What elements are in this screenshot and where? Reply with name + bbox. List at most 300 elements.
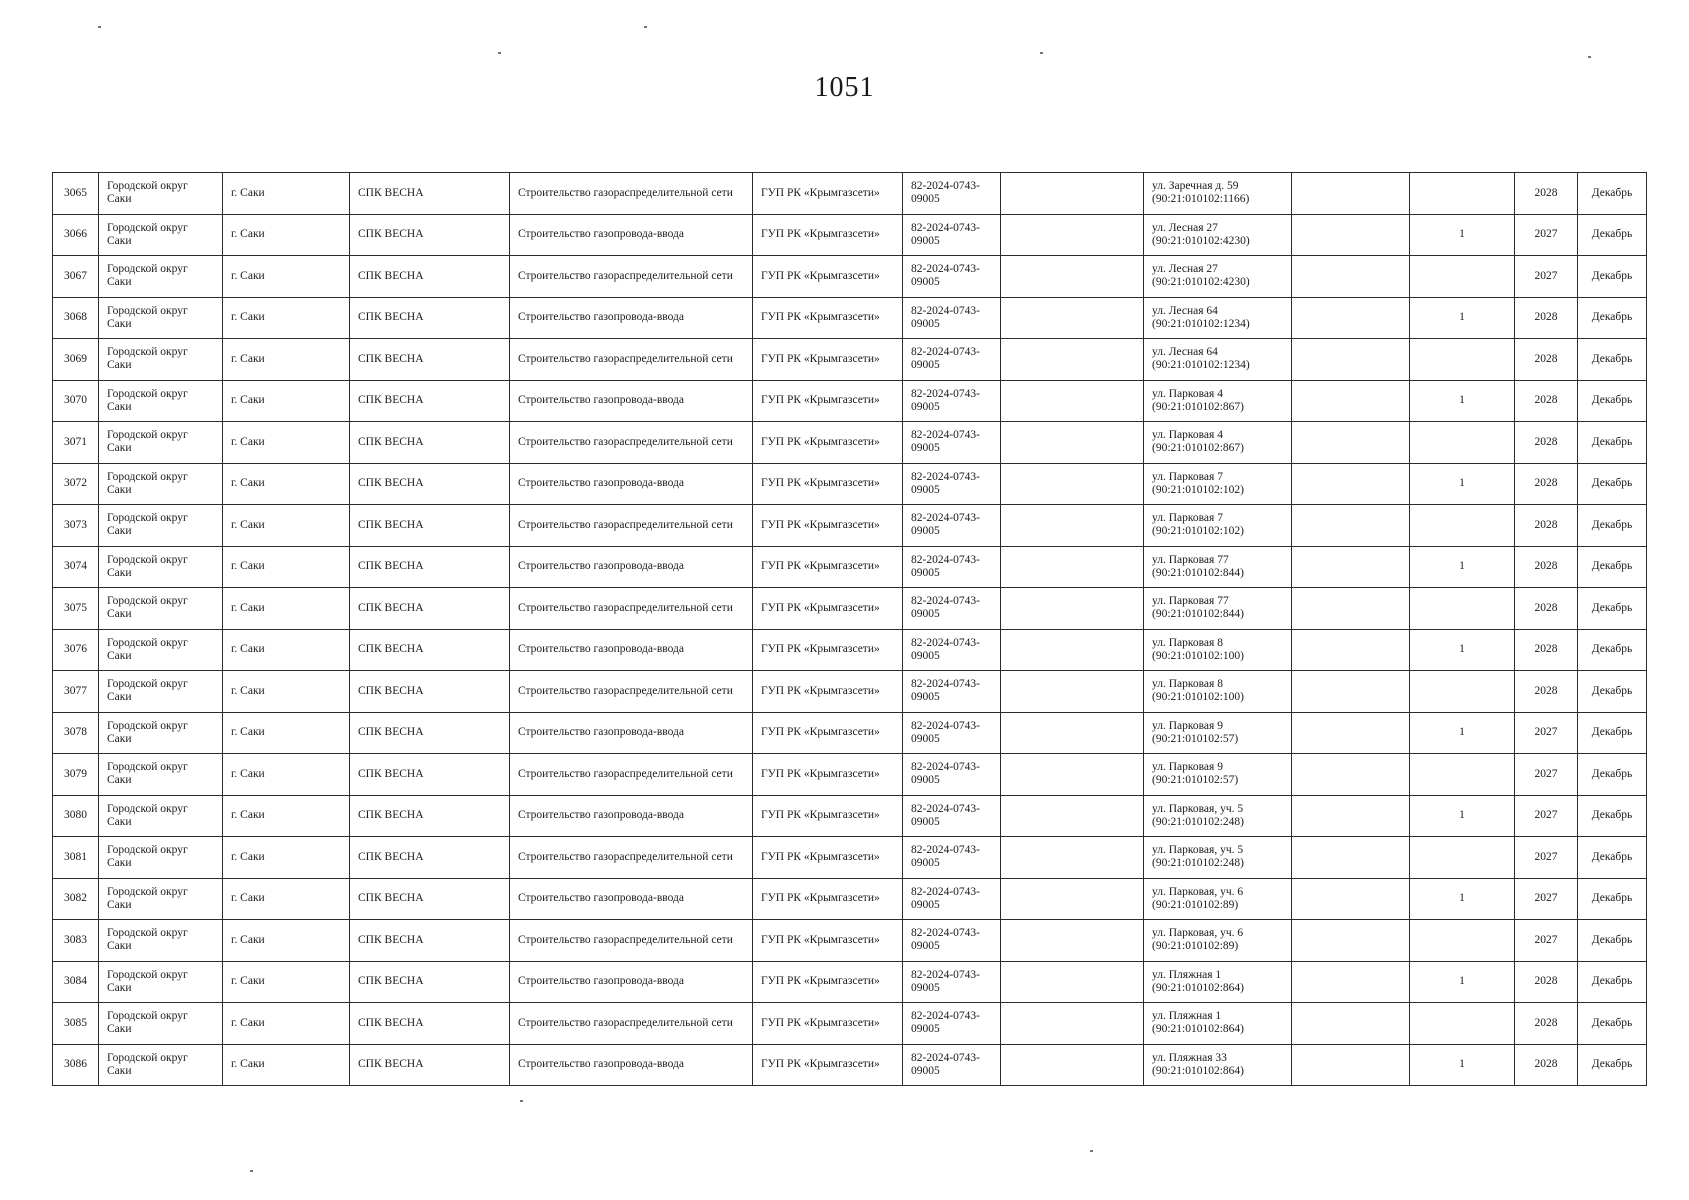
table-row: [53, 505, 1647, 547]
cell-blank1: [1001, 671, 1144, 713]
cell-address: ул. Пляжная 1 (90:21:010102:864): [1144, 1003, 1292, 1045]
cell-locality: г. Саки: [223, 754, 350, 796]
table-row: [53, 1003, 1647, 1045]
cell-applicant: СПК ВЕСНА: [350, 422, 510, 464]
cell-district: Городской округ Саки: [99, 754, 223, 796]
cell-year: 2028: [1515, 629, 1578, 671]
cell-address: ул. Пляжная 1 (90:21:010102:864): [1144, 961, 1292, 1003]
cell-blank1: [1001, 297, 1144, 339]
cell-blank1: [1001, 878, 1144, 920]
cell-request: 82-2024-0743-09005: [903, 463, 1001, 505]
cell-num: 3085: [53, 1003, 99, 1045]
cell-blank1: [1001, 339, 1144, 381]
cell-month: Декабрь: [1578, 961, 1647, 1003]
cell-address: ул. Парковая 4 (90:21:010102:867): [1144, 422, 1292, 464]
cell-blank2: [1292, 297, 1410, 339]
cell-address: ул. Парковая, уч. 5 (90:21:010102:248): [1144, 837, 1292, 879]
cell-locality: г. Саки: [223, 671, 350, 713]
cell-request: 82-2024-0743-09005: [903, 380, 1001, 422]
cell-request: 82-2024-0743-09005: [903, 671, 1001, 713]
cell-request: 82-2024-0743-09005: [903, 712, 1001, 754]
registry-table: [52, 172, 1647, 1086]
table-row: [53, 795, 1647, 837]
cell-applicant: СПК ВЕСНА: [350, 629, 510, 671]
cell-address: ул. Парковая, уч. 6 (90:21:010102:89): [1144, 878, 1292, 920]
cell-work: Строительство газопровода-ввода: [510, 878, 753, 920]
cell-work: Строительство газопровода-ввода: [510, 380, 753, 422]
cell-applicant: СПК ВЕСНА: [350, 920, 510, 962]
cell-blank1: [1001, 754, 1144, 796]
cell-applicant: СПК ВЕСНА: [350, 297, 510, 339]
cell-num: 3075: [53, 588, 99, 630]
cell-locality: г. Саки: [223, 256, 350, 298]
cell-request: 82-2024-0743-09005: [903, 214, 1001, 256]
cell-year: 2027: [1515, 920, 1578, 962]
cell-year: 2028: [1515, 339, 1578, 381]
cell-district: Городской округ Саки: [99, 256, 223, 298]
cell-blank2: [1292, 795, 1410, 837]
cell-year: 2027: [1515, 214, 1578, 256]
cell-applicant: СПК ВЕСНА: [350, 256, 510, 298]
cell-month: Декабрь: [1578, 920, 1647, 962]
cell-request: 82-2024-0743-09005: [903, 629, 1001, 671]
cell-request: 82-2024-0743-09005: [903, 339, 1001, 381]
table-row: [53, 878, 1647, 920]
cell-blank1: [1001, 214, 1144, 256]
cell-request: 82-2024-0743-09005: [903, 256, 1001, 298]
cell-qty: [1410, 837, 1515, 879]
cell-month: Декабрь: [1578, 256, 1647, 298]
cell-num: 3077: [53, 671, 99, 713]
cell-request: 82-2024-0743-09005: [903, 422, 1001, 464]
cell-locality: г. Саки: [223, 505, 350, 547]
cell-blank2: [1292, 463, 1410, 505]
cell-operator: ГУП РК «Крымгазсети»: [753, 339, 903, 381]
cell-qty: 1: [1410, 1044, 1515, 1086]
cell-locality: г. Саки: [223, 837, 350, 879]
table-row: [53, 629, 1647, 671]
cell-num: 3078: [53, 712, 99, 754]
cell-blank2: [1292, 629, 1410, 671]
cell-qty: [1410, 173, 1515, 215]
cell-blank2: [1292, 878, 1410, 920]
cell-num: 3065: [53, 173, 99, 215]
cell-month: Декабрь: [1578, 754, 1647, 796]
cell-work: Строительство газопровода-ввода: [510, 214, 753, 256]
cell-operator: ГУП РК «Крымгазсети»: [753, 214, 903, 256]
cell-request: 82-2024-0743-09005: [903, 1044, 1001, 1086]
table-row: [53, 712, 1647, 754]
cell-blank1: [1001, 422, 1144, 464]
cell-operator: ГУП РК «Крымгазсети»: [753, 463, 903, 505]
scan-speck: [1588, 56, 1591, 58]
cell-address: ул. Парковая 4 (90:21:010102:867): [1144, 380, 1292, 422]
table-row: [53, 671, 1647, 713]
cell-district: Городской округ Саки: [99, 878, 223, 920]
cell-qty: [1410, 256, 1515, 298]
cell-operator: ГУП РК «Крымгазсети»: [753, 961, 903, 1003]
cell-district: Городской округ Саки: [99, 920, 223, 962]
scan-speck: [644, 26, 647, 28]
cell-blank2: [1292, 256, 1410, 298]
cell-locality: г. Саки: [223, 920, 350, 962]
cell-qty: 1: [1410, 629, 1515, 671]
cell-blank1: [1001, 463, 1144, 505]
cell-year: 2028: [1515, 671, 1578, 713]
cell-locality: г. Саки: [223, 588, 350, 630]
cell-address: ул. Парковая, уч. 6 (90:21:010102:89): [1144, 920, 1292, 962]
cell-address: ул. Лесная 27 (90:21:010102:4230): [1144, 214, 1292, 256]
cell-address: ул. Лесная 64 (90:21:010102:1234): [1144, 339, 1292, 381]
cell-district: Городской округ Саки: [99, 422, 223, 464]
cell-applicant: СПК ВЕСНА: [350, 214, 510, 256]
cell-month: Декабрь: [1578, 339, 1647, 381]
cell-blank1: [1001, 173, 1144, 215]
cell-applicant: СПК ВЕСНА: [350, 505, 510, 547]
cell-address: ул. Парковая 77 (90:21:010102:844): [1144, 546, 1292, 588]
cell-year: 2028: [1515, 422, 1578, 464]
cell-operator: ГУП РК «Крымгазсети»: [753, 546, 903, 588]
cell-address: ул. Парковая 8 (90:21:010102:100): [1144, 629, 1292, 671]
page-number: 1051: [814, 72, 875, 103]
cell-qty: 1: [1410, 380, 1515, 422]
table-row: [53, 754, 1647, 796]
cell-num: 3083: [53, 920, 99, 962]
cell-blank2: [1292, 214, 1410, 256]
cell-year: 2028: [1515, 546, 1578, 588]
cell-qty: 1: [1410, 795, 1515, 837]
cell-qty: 1: [1410, 878, 1515, 920]
table-row: [53, 920, 1647, 962]
cell-request: 82-2024-0743-09005: [903, 297, 1001, 339]
cell-work: Строительство газопровода-ввода: [510, 297, 753, 339]
cell-address: ул. Парковая, уч. 5 (90:21:010102:248): [1144, 795, 1292, 837]
cell-month: Декабрь: [1578, 1003, 1647, 1045]
cell-work: Строительство газопровода-ввода: [510, 463, 753, 505]
cell-month: Декабрь: [1578, 1044, 1647, 1086]
table-row: [53, 339, 1647, 381]
cell-request: 82-2024-0743-09005: [903, 878, 1001, 920]
table-row: [53, 214, 1647, 256]
cell-blank2: [1292, 339, 1410, 381]
cell-locality: г. Саки: [223, 214, 350, 256]
cell-blank1: [1001, 380, 1144, 422]
cell-year: 2028: [1515, 1003, 1578, 1045]
cell-district: Городской округ Саки: [99, 837, 223, 879]
cell-year: 2028: [1515, 380, 1578, 422]
cell-blank1: [1001, 712, 1144, 754]
registry-rows: [53, 173, 1647, 1086]
cell-operator: ГУП РК «Крымгазсети»: [753, 878, 903, 920]
cell-qty: [1410, 339, 1515, 381]
cell-blank2: [1292, 173, 1410, 215]
cell-locality: г. Саки: [223, 380, 350, 422]
cell-address: ул. Парковая 9 (90:21:010102:57): [1144, 712, 1292, 754]
cell-num: 3067: [53, 256, 99, 298]
cell-locality: г. Саки: [223, 961, 350, 1003]
cell-month: Декабрь: [1578, 463, 1647, 505]
cell-blank2: [1292, 754, 1410, 796]
cell-locality: г. Саки: [223, 339, 350, 381]
cell-qty: 1: [1410, 297, 1515, 339]
cell-blank2: [1292, 588, 1410, 630]
table-row: [53, 422, 1647, 464]
cell-locality: г. Саки: [223, 297, 350, 339]
cell-district: Городской округ Саки: [99, 297, 223, 339]
cell-year: 2028: [1515, 588, 1578, 630]
table-row: [53, 463, 1647, 505]
cell-applicant: СПК ВЕСНА: [350, 1003, 510, 1045]
cell-request: 82-2024-0743-09005: [903, 546, 1001, 588]
cell-address: ул. Лесная 64 (90:21:010102:1234): [1144, 297, 1292, 339]
cell-blank2: [1292, 712, 1410, 754]
cell-work: Строительство газопровода-ввода: [510, 546, 753, 588]
cell-num: 3080: [53, 795, 99, 837]
cell-month: Декабрь: [1578, 173, 1647, 215]
cell-qty: [1410, 754, 1515, 796]
scan-speck: [1040, 52, 1043, 54]
cell-num: 3066: [53, 214, 99, 256]
cell-district: Городской округ Саки: [99, 214, 223, 256]
table-row: [53, 380, 1647, 422]
cell-num: 3086: [53, 1044, 99, 1086]
cell-month: Декабрь: [1578, 297, 1647, 339]
cell-locality: г. Саки: [223, 546, 350, 588]
cell-work: Строительство газораспределительной сети: [510, 920, 753, 962]
cell-qty: [1410, 671, 1515, 713]
cell-request: 82-2024-0743-09005: [903, 173, 1001, 215]
cell-district: Городской округ Саки: [99, 588, 223, 630]
cell-year: 2027: [1515, 712, 1578, 754]
cell-work: Строительство газораспределительной сети: [510, 505, 753, 547]
table-row: [53, 546, 1647, 588]
cell-district: Городской округ Саки: [99, 1003, 223, 1045]
cell-request: 82-2024-0743-09005: [903, 754, 1001, 796]
cell-blank2: [1292, 1003, 1410, 1045]
cell-district: Городской округ Саки: [99, 505, 223, 547]
cell-num: 3082: [53, 878, 99, 920]
cell-work: Строительство газораспределительной сети: [510, 256, 753, 298]
cell-qty: [1410, 920, 1515, 962]
cell-year: 2028: [1515, 505, 1578, 547]
cell-qty: 1: [1410, 546, 1515, 588]
cell-blank1: [1001, 588, 1144, 630]
cell-district: Городской округ Саки: [99, 173, 223, 215]
cell-year: 2028: [1515, 173, 1578, 215]
cell-qty: [1410, 588, 1515, 630]
cell-work: Строительство газораспределительной сети: [510, 1003, 753, 1045]
cell-month: Декабрь: [1578, 588, 1647, 630]
cell-applicant: СПК ВЕСНА: [350, 588, 510, 630]
cell-request: 82-2024-0743-09005: [903, 1003, 1001, 1045]
cell-year: 2027: [1515, 754, 1578, 796]
cell-work: Строительство газопровода-ввода: [510, 629, 753, 671]
cell-district: Городской округ Саки: [99, 339, 223, 381]
cell-district: Городской округ Саки: [99, 795, 223, 837]
cell-month: Декабрь: [1578, 422, 1647, 464]
cell-address: ул. Парковая 7 (90:21:010102:102): [1144, 463, 1292, 505]
cell-year: 2028: [1515, 1044, 1578, 1086]
table-row: [53, 173, 1647, 215]
cell-operator: ГУП РК «Крымгазсети»: [753, 297, 903, 339]
table-row: [53, 297, 1647, 339]
cell-num: 3074: [53, 546, 99, 588]
cell-num: 3076: [53, 629, 99, 671]
cell-operator: ГУП РК «Крымгазсети»: [753, 256, 903, 298]
cell-year: 2027: [1515, 795, 1578, 837]
cell-month: Декабрь: [1578, 712, 1647, 754]
cell-work: Строительство газопровода-ввода: [510, 1044, 753, 1086]
cell-applicant: СПК ВЕСНА: [350, 754, 510, 796]
table-row: [53, 961, 1647, 1003]
cell-district: Городской округ Саки: [99, 1044, 223, 1086]
cell-blank2: [1292, 961, 1410, 1003]
cell-num: 3072: [53, 463, 99, 505]
cell-operator: ГУП РК «Крымгазсети»: [753, 837, 903, 879]
scan-speck: [520, 1100, 523, 1102]
cell-applicant: СПК ВЕСНА: [350, 339, 510, 381]
cell-operator: ГУП РК «Крымгазсети»: [753, 754, 903, 796]
cell-district: Городской округ Саки: [99, 629, 223, 671]
cell-operator: ГУП РК «Крымгазсети»: [753, 712, 903, 754]
cell-work: Строительство газораспределительной сети: [510, 173, 753, 215]
cell-blank2: [1292, 837, 1410, 879]
cell-qty: [1410, 1003, 1515, 1045]
cell-locality: г. Саки: [223, 629, 350, 671]
cell-address: ул. Пляжная 33 (90:21:010102:864): [1144, 1044, 1292, 1086]
table-row: [53, 1044, 1647, 1086]
cell-qty: 1: [1410, 214, 1515, 256]
cell-locality: г. Саки: [223, 795, 350, 837]
cell-num: 3071: [53, 422, 99, 464]
scan-speck: [250, 1170, 253, 1172]
cell-applicant: СПК ВЕСНА: [350, 712, 510, 754]
cell-month: Декабрь: [1578, 671, 1647, 713]
cell-blank1: [1001, 546, 1144, 588]
cell-work: Строительство газопровода-ввода: [510, 795, 753, 837]
cell-locality: г. Саки: [223, 1003, 350, 1045]
cell-request: 82-2024-0743-09005: [903, 795, 1001, 837]
cell-work: Строительство газораспределительной сети: [510, 671, 753, 713]
cell-month: Декабрь: [1578, 505, 1647, 547]
cell-month: Декабрь: [1578, 629, 1647, 671]
cell-request: 82-2024-0743-09005: [903, 920, 1001, 962]
cell-blank2: [1292, 920, 1410, 962]
cell-address: ул. Парковая 7 (90:21:010102:102): [1144, 505, 1292, 547]
cell-qty: 1: [1410, 463, 1515, 505]
cell-blank2: [1292, 546, 1410, 588]
cell-address: ул. Заречная д. 59 (90:21:010102:1166): [1144, 173, 1292, 215]
cell-month: Декабрь: [1578, 837, 1647, 879]
cell-blank1: [1001, 629, 1144, 671]
cell-work: Строительство газопровода-ввода: [510, 712, 753, 754]
cell-year: 2027: [1515, 878, 1578, 920]
cell-address: ул. Парковая 9 (90:21:010102:57): [1144, 754, 1292, 796]
cell-operator: ГУП РК «Крымгазсети»: [753, 629, 903, 671]
cell-qty: [1410, 422, 1515, 464]
cell-applicant: СПК ВЕСНА: [350, 173, 510, 215]
cell-blank2: [1292, 1044, 1410, 1086]
cell-work: Строительство газораспределительной сети: [510, 339, 753, 381]
cell-applicant: СПК ВЕСНА: [350, 837, 510, 879]
cell-month: Декабрь: [1578, 214, 1647, 256]
cell-district: Городской округ Саки: [99, 671, 223, 713]
cell-request: 82-2024-0743-09005: [903, 961, 1001, 1003]
cell-work: Строительство газораспределительной сети: [510, 754, 753, 796]
cell-applicant: СПК ВЕСНА: [350, 795, 510, 837]
cell-district: Городской округ Саки: [99, 380, 223, 422]
cell-blank1: [1001, 1044, 1144, 1086]
cell-request: 82-2024-0743-09005: [903, 837, 1001, 879]
cell-blank1: [1001, 920, 1144, 962]
cell-district: Городской округ Саки: [99, 546, 223, 588]
cell-month: Декабрь: [1578, 380, 1647, 422]
cell-operator: ГУП РК «Крымгазсети»: [753, 505, 903, 547]
cell-request: 82-2024-0743-09005: [903, 588, 1001, 630]
cell-address: ул. Парковая 8 (90:21:010102:100): [1144, 671, 1292, 713]
cell-qty: [1410, 505, 1515, 547]
cell-blank1: [1001, 256, 1144, 298]
scan-speck: [98, 26, 101, 28]
cell-year: 2027: [1515, 837, 1578, 879]
cell-month: Декабрь: [1578, 878, 1647, 920]
cell-operator: ГУП РК «Крымгазсети»: [753, 588, 903, 630]
cell-locality: г. Саки: [223, 463, 350, 505]
cell-year: 2028: [1515, 961, 1578, 1003]
cell-work: Строительство газораспределительной сети: [510, 837, 753, 879]
cell-num: 3070: [53, 380, 99, 422]
cell-locality: г. Саки: [223, 878, 350, 920]
cell-blank2: [1292, 671, 1410, 713]
cell-work: Строительство газораспределительной сети: [510, 422, 753, 464]
cell-work: Строительство газопровода-ввода: [510, 961, 753, 1003]
cell-blank2: [1292, 380, 1410, 422]
cell-operator: ГУП РК «Крымгазсети»: [753, 920, 903, 962]
cell-locality: г. Саки: [223, 173, 350, 215]
cell-applicant: СПК ВЕСНА: [350, 1044, 510, 1086]
cell-num: 3079: [53, 754, 99, 796]
cell-blank2: [1292, 505, 1410, 547]
cell-request: 82-2024-0743-09005: [903, 505, 1001, 547]
cell-applicant: СПК ВЕСНА: [350, 380, 510, 422]
cell-applicant: СПК ВЕСНА: [350, 463, 510, 505]
cell-blank1: [1001, 1003, 1144, 1045]
table-row: [53, 837, 1647, 879]
cell-num: 3069: [53, 339, 99, 381]
cell-year: 2027: [1515, 256, 1578, 298]
cell-num: 3081: [53, 837, 99, 879]
cell-operator: ГУП РК «Крымгазсети»: [753, 795, 903, 837]
cell-qty: 1: [1410, 712, 1515, 754]
cell-operator: ГУП РК «Крымгазсети»: [753, 422, 903, 464]
cell-year: 2028: [1515, 463, 1578, 505]
cell-operator: ГУП РК «Крымгазсети»: [753, 380, 903, 422]
cell-district: Городской округ Саки: [99, 961, 223, 1003]
cell-applicant: СПК ВЕСНА: [350, 546, 510, 588]
cell-applicant: СПК ВЕСНА: [350, 961, 510, 1003]
cell-blank1: [1001, 837, 1144, 879]
table-row: [53, 256, 1647, 298]
cell-address: ул. Парковая 77 (90:21:010102:844): [1144, 588, 1292, 630]
cell-num: 3084: [53, 961, 99, 1003]
cell-operator: ГУП РК «Крымгазсети»: [753, 1044, 903, 1086]
cell-blank1: [1001, 795, 1144, 837]
cell-num: 3073: [53, 505, 99, 547]
cell-operator: ГУП РК «Крымгазсети»: [753, 173, 903, 215]
cell-district: Городской округ Саки: [99, 712, 223, 754]
table-row: [53, 588, 1647, 630]
cell-year: 2028: [1515, 297, 1578, 339]
